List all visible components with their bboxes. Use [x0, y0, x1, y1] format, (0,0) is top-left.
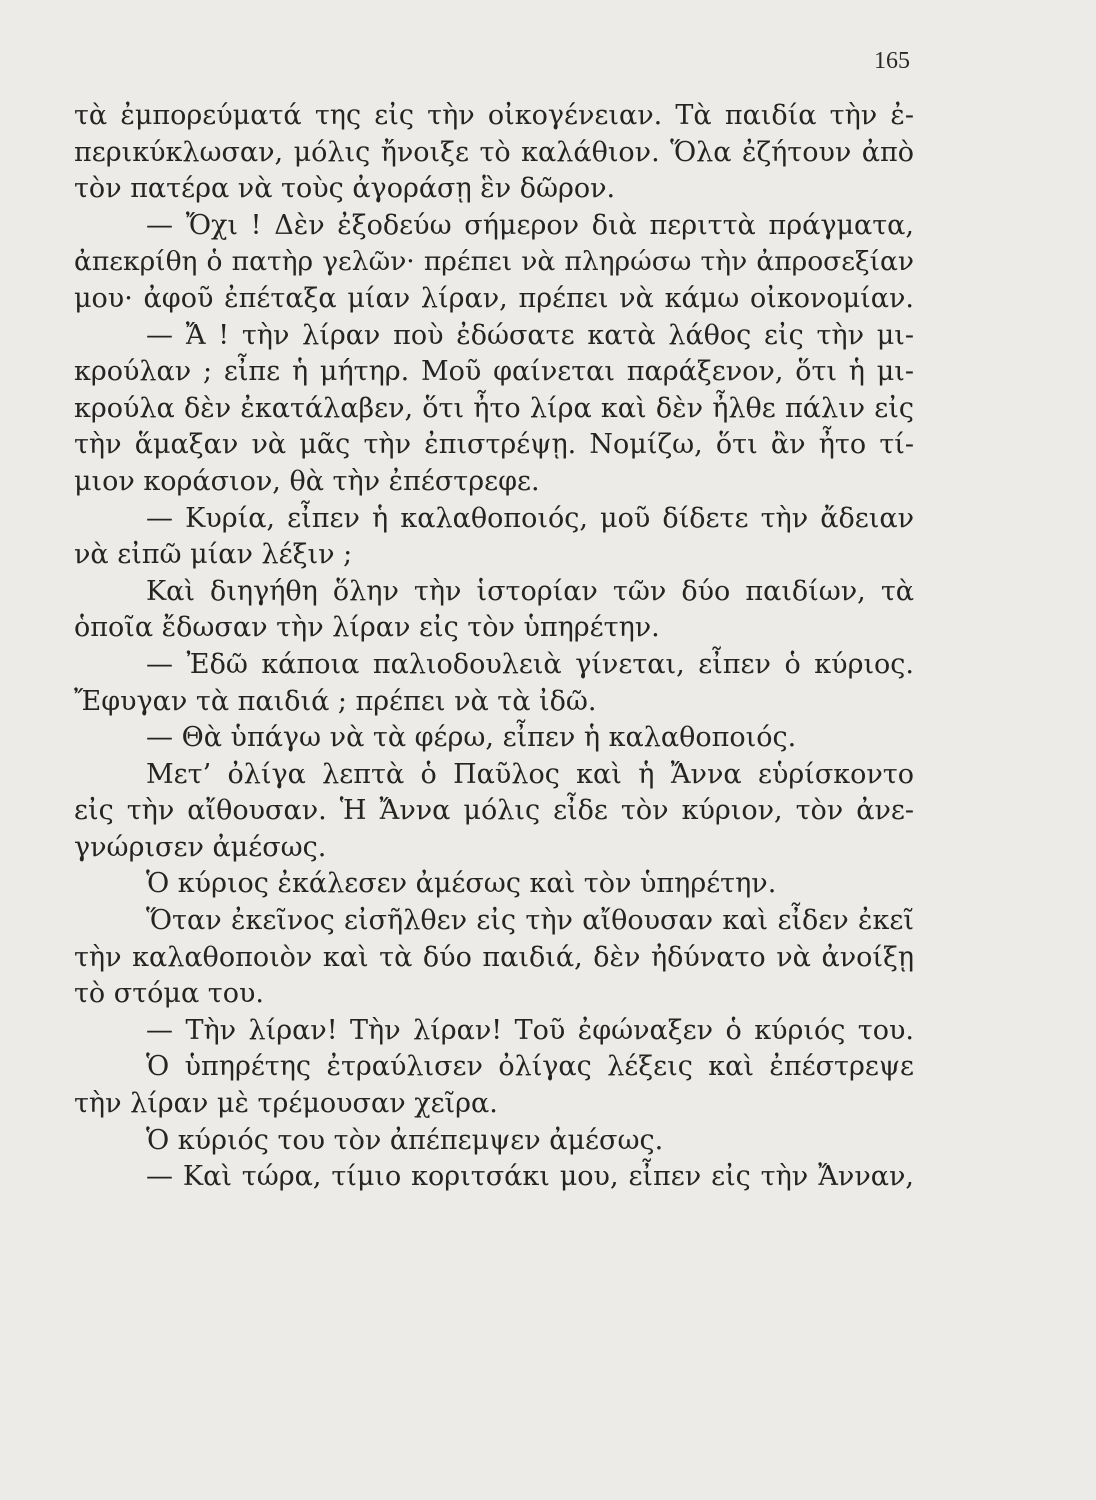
- text-line: [74, 610, 914, 647]
- text-line: [74, 1013, 914, 1050]
- text-line-content: εἰς τὴν αἴθουσαν. Ἡ Ἄννα μόλις εἶδε τὸν κύριον, τὸν ἀνε-: [74, 795, 914, 827]
- text-line: [74, 903, 914, 940]
- text-line: [74, 976, 914, 1013]
- text-line: [74, 427, 914, 464]
- text-line-content: — Τὴν λίραν! Τὴν λίραν! Τοῦ ἐφώναξεν ὁ κύριός του.: [146, 1014, 914, 1046]
- text-line: [74, 1123, 914, 1160]
- text-line: [74, 793, 914, 830]
- text-line-content: γνώρισεν ἀμέσως.: [74, 831, 327, 863]
- text-line-content: Ὅταν ἐκεῖνος εἰσῆλθεν εἰς τὴν αἴθουσαν καὶ εἶδεν ἐκεῖ: [146, 905, 914, 937]
- text-line: [74, 98, 914, 135]
- text-line-content: Καὶ διηγήθη ὅλην τὴν ἱστορίαν τῶν δύο παιδίων, τὰ: [146, 575, 914, 607]
- text-line-content: κρούλα δὲν ἐκατάλαβεν, ὅτι ἦτο λίρα καὶ δὲν ἦλθε πάλιν εἰς: [74, 392, 914, 424]
- text-line: [74, 537, 914, 574]
- text-line-content: τὸ στόμα του.: [74, 978, 264, 1010]
- text-line-content: τὴν λίραν μὲ τρέμουσαν χεῖρα.: [74, 1088, 498, 1120]
- body-text: [74, 98, 914, 1196]
- text-line-content: μιον κοράσιον, θὰ τὴν ἐπέστρεφε.: [74, 465, 540, 497]
- text-line: [74, 647, 914, 684]
- page-number: 165: [874, 48, 910, 74]
- text-line: [74, 940, 914, 977]
- text-line: [74, 866, 914, 903]
- text-line: [74, 354, 914, 391]
- text-line-content: — Ὄχι ! Δὲν ἐξοδεύω σήμερον διὰ περιττὰ πράγματα,: [146, 209, 914, 241]
- text-line-content: τὴν ἅμαξαν νὰ μᾶς τὴν ἐπιστρέψῃ. Νομίζω, ὅτι ἂν ἦτο τί-: [74, 429, 914, 461]
- text-line: [74, 720, 914, 757]
- text-line-content: Ὁ κύριος ἐκάλεσεν ἀμέσως καὶ τὸν ὑπηρέτην.: [146, 868, 777, 900]
- text-line: [74, 757, 914, 794]
- text-line-content: περικύκλωσαν, μόλις ἤνοιξε τὸ καλάθιον. Ὅλα ἐζήτουν ἀπὸ: [74, 136, 914, 168]
- text-line-content: Μετ’ ὀλίγα λεπτὰ ὁ Παῦλος καὶ ἡ Ἄννα εὑρίσκοντο: [146, 758, 914, 790]
- text-line-content: Ὁ κύριός του τὸν ἀπέπεμψεν ἀμέσως.: [146, 1124, 664, 1156]
- text-line: [74, 208, 914, 245]
- text-line-content: — Ἄ ! τὴν λίραν ποὺ ἐδώσατε κατὰ λάθος εἰς τὴν μι-: [146, 319, 914, 351]
- text-line: [74, 501, 914, 538]
- text-line: [74, 1159, 914, 1196]
- text-line: [74, 1086, 914, 1123]
- text-line: [74, 244, 914, 281]
- text-line-content: νὰ εἰπῶ μίαν λέξιν ;: [74, 539, 353, 571]
- text-line-content: — Θὰ ὑπάγω νὰ τὰ φέρω, εἶπεν ἡ καλαθοποιός.: [146, 722, 797, 754]
- text-line: [74, 281, 914, 318]
- text-line-content: ἀπεκρίθη ὁ πατὴρ γελῶν· πρέπει νὰ πληρώσω τὴν ἀπροσεξίαν: [74, 246, 914, 278]
- text-line-content: Ὁ ὑπηρέτης ἐτραύλισεν ὀλίγας λέξεις καὶ ἐπέστρεψε: [146, 1051, 914, 1083]
- text-line: [74, 318, 914, 355]
- text-line: [74, 684, 914, 721]
- text-line: [74, 391, 914, 428]
- text-line-content: — Ἐδῶ κάποια παλιοδουλειὰ γίνεται, εἶπεν ὁ κύριος.: [146, 648, 914, 680]
- text-line-content: κρούλαν ; εἶπε ἡ μήτηρ. Μοῦ φαίνεται παράξενον, ὅτι ἡ μι-: [74, 356, 914, 388]
- text-line-content: — Κυρία, εἶπεν ἡ καλαθοποιός, μοῦ δίδετε τὴν ἄδειαν: [146, 502, 914, 534]
- text-line-content: τὴν καλαθοποιὸν καὶ τὰ δύο παιδιά, δὲν ἠδύνατο νὰ ἀνοίξῃ: [74, 941, 914, 973]
- text-line-content: μου· ἀφοῦ ἐπέταξα μίαν λίραν, πρέπει νὰ κάμω οἰκονομίαν.: [74, 282, 914, 314]
- text-line: [74, 574, 914, 611]
- text-line-content: Ἔφυγαν τὰ παιδιά ; πρέπει νὰ τὰ ἰδῶ.: [74, 685, 597, 717]
- text-line-content: — Καὶ τώρα, τίμιο κοριτσάκι μου, εἶπεν εἰς τὴν Ἄνναν,: [146, 1161, 914, 1193]
- text-line-content: τὸν πατέρα νὰ τοὺς ἀγοράσῃ ἓν δῶρον.: [74, 173, 616, 205]
- text-line-content: ὁποῖα ἔδωσαν τὴν λίραν εἰς τὸν ὑπηρέτην.: [74, 612, 660, 644]
- text-line-content: τὰ ἐμπορεύματά της εἰς τὴν οἰκογένειαν. Τὰ παιδία τὴν ἐ-: [74, 100, 914, 131]
- text-line: [74, 171, 914, 208]
- text-line: [74, 1049, 914, 1086]
- text-line: [74, 464, 914, 501]
- text-line: [74, 135, 914, 172]
- text-line: [74, 830, 914, 867]
